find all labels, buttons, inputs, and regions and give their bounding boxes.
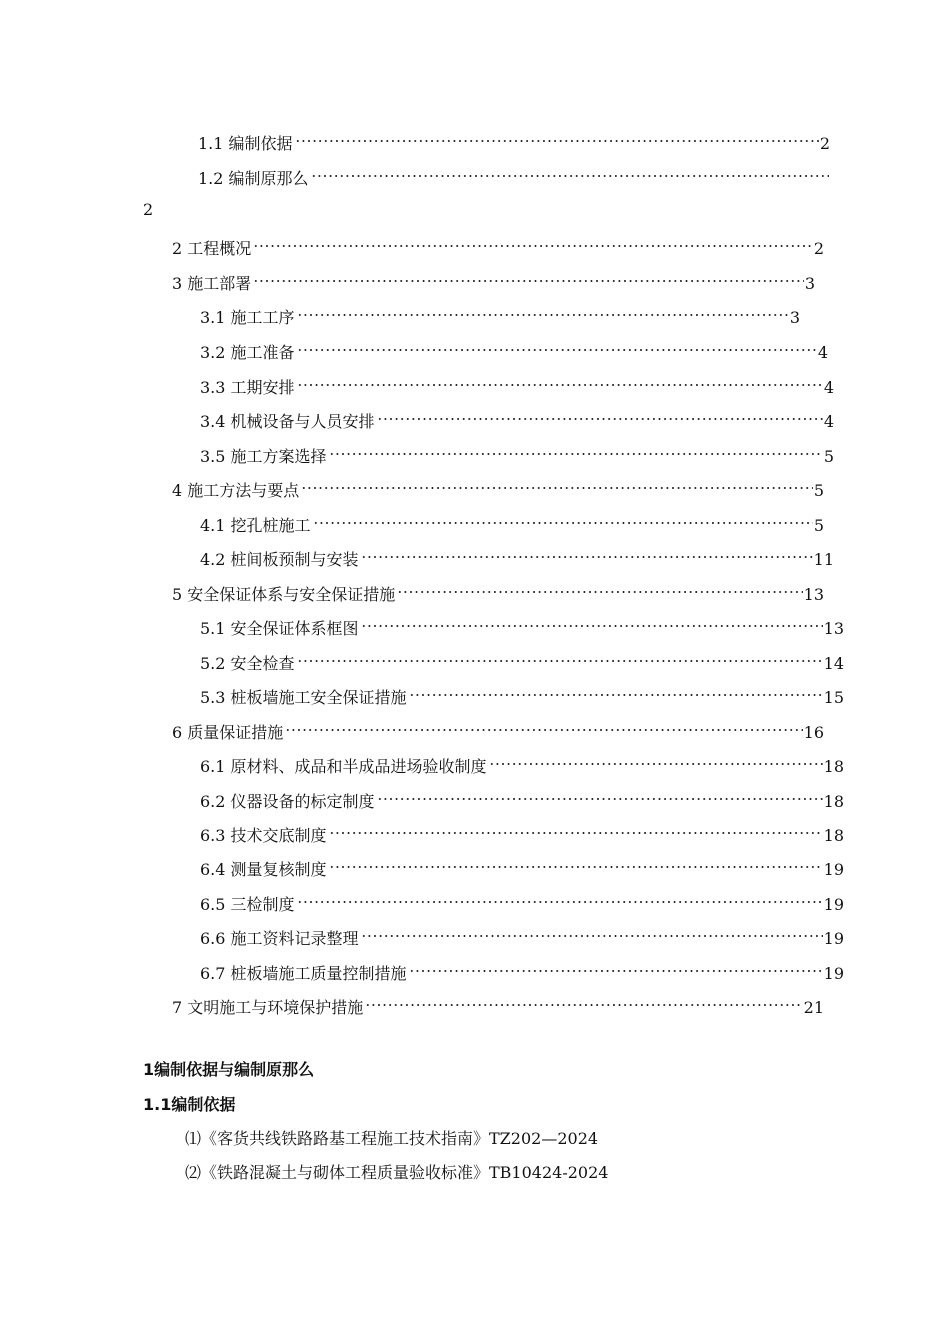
toc-entry[interactable] [200,955,844,983]
toc-entry-label: 4.2 桩间板预制与安装 [200,550,359,569]
toc-leader-dots [409,955,823,979]
toc-entry-page: 18 [823,826,844,845]
toc-entry-label: 3.2 施工准备 [200,343,295,362]
toc-entry-label: 3.1 施工工序 [200,308,295,327]
toc-leader-dots [409,679,823,703]
toc-entry-label: 5.3 桩板墙施工安全保证措施 [200,688,407,707]
toc-leader-dots [361,541,813,565]
toc-leader-dots [285,714,802,738]
toc-entry-page: 13 [823,619,844,638]
toc-entry[interactable] [200,369,834,397]
toc-entry-label: 6 质量保证措施 [172,723,284,742]
toc-entry-label: 5 安全保证体系与安全保证措施 [172,585,396,604]
toc-entry-label: 6.2 仪器设备的标定制度 [200,792,375,811]
toc-entry[interactable] [200,783,844,811]
toc-entry-page: 14 [823,654,844,673]
toc-entry[interactable] [172,714,824,742]
toc-entry[interactable] [198,125,830,153]
toc-entry-label: 6.5 三检制度 [200,895,295,914]
toc-leader-dots [329,817,823,841]
toc-entry[interactable] [200,817,844,845]
toc-entry-label: 1.2 编制原那么 [198,169,309,188]
toc-entry[interactable] [200,610,844,638]
toc-entry-page: 4 [817,343,828,362]
reference-item: ⑴《客货共线铁路路基工程施工技术指南》TZ202—2024 [185,1129,599,1148]
section-heading: 1编制依据与编制原那么 [143,1060,315,1079]
toc-leader-dots [361,610,823,634]
toc-entry-page: 4 [823,378,834,397]
toc-entry-label: 7 文明施工与环境保护措施 [172,998,364,1017]
toc-entry-page: 13 [803,585,824,604]
toc-entry[interactable] [198,160,830,188]
toc-entry-page: 19 [823,964,844,983]
toc-leader-dots [297,645,823,669]
toc-entry-label: 6.4 测量复核制度 [200,860,327,879]
toc-entry-page: 11 [813,550,834,569]
toc-leader-dots [361,920,823,944]
toc-entry-page: 5 [823,447,834,466]
toc-entry-page: 4 [823,412,834,431]
toc-entry-label: 4 施工方法与要点 [172,481,300,500]
toc-entry-page: 5 [813,516,824,535]
toc-entry[interactable] [172,576,824,604]
toc-leader-dots [297,334,817,358]
toc-entry[interactable] [200,679,844,707]
toc-leader-dots [297,886,823,910]
toc-entry-page: 3 [804,274,815,293]
toc-leader-dots [253,265,804,289]
toc-entry-label: 5.2 安全检查 [200,654,295,673]
toc-entry-label: 6.6 施工资料记录整理 [200,929,359,948]
toc-leader-dots [397,576,802,600]
toc-entry[interactable] [200,920,844,948]
toc-entry[interactable] [200,645,844,673]
toc-entry[interactable] [172,472,824,500]
toc-leader-dots [377,783,823,807]
toc-entry-page: 3 [789,308,800,327]
toc-entry-page: 5 [813,481,824,500]
subsection-heading: 1.1编制依据 [143,1095,236,1114]
toc-leader-dots [377,403,823,427]
reference-item: ⑵《铁路混凝土与砌体工程质量验收标准》TB10424-2024 [185,1163,609,1182]
toc-entry[interactable] [200,886,844,914]
toc-entry-label: 1.1 编制依据 [198,134,293,153]
toc-entry-label: 4.1 挖孔桩施工 [200,516,311,535]
toc-leader-dots [329,851,823,875]
toc-entry[interactable] [200,748,844,776]
toc-entry[interactable] [200,403,834,431]
toc-entry-page: 2 [813,239,824,258]
toc-leader-dots [301,472,813,496]
toc-leader-dots [295,125,819,149]
toc-entry-page: 19 [823,860,844,879]
toc-entry[interactable] [200,851,844,879]
toc-entry-page: 19 [823,929,844,948]
toc-entry[interactable] [200,299,800,327]
toc-entry-page: 2 [819,134,830,153]
toc-entry-page: 19 [823,895,844,914]
toc-entry-page: 15 [823,688,844,707]
toc-leader-dots [365,989,802,1013]
toc-entry-label: 3.4 机械设备与人员安排 [200,412,375,431]
toc-leader-dots [253,230,813,254]
toc-entry[interactable] [200,334,828,362]
toc-entry-label: 6.1 原材料、成品和半成品进场验收制度 [200,757,487,776]
toc-entry-page: 18 [823,757,844,776]
toc-leader-dots [489,748,823,772]
toc-entry-label: 6.3 技术交底制度 [200,826,327,845]
toc-leader-dots [313,507,813,531]
toc-wrapped-page-number: 2 [143,200,154,219]
toc-entry[interactable] [172,230,824,258]
toc-entry-label: 5.1 安全保证体系框图 [200,619,359,638]
toc-entry[interactable] [172,989,824,1017]
toc-entry-label: 6.7 桩板墙施工质量控制措施 [200,964,407,983]
toc-leader-dots [297,369,823,393]
toc-leader-dots [311,160,829,184]
toc-entry-page: 21 [803,998,824,1017]
toc-entry[interactable] [200,507,824,535]
toc-entry-label: 2 工程概况 [172,239,252,258]
toc-entry-label: 3.5 施工方案选择 [200,447,327,466]
toc-entry-page: 18 [823,792,844,811]
toc-entry[interactable] [200,541,834,569]
toc-entry-page: 16 [803,723,824,742]
toc-leader-dots [297,299,789,323]
toc-entry[interactable] [200,438,834,466]
toc-entry-label: 3.3 工期安排 [200,378,295,397]
toc-entry[interactable] [172,265,815,293]
toc-entry-label: 3 施工部署 [172,274,252,293]
toc-leader-dots [329,438,823,462]
